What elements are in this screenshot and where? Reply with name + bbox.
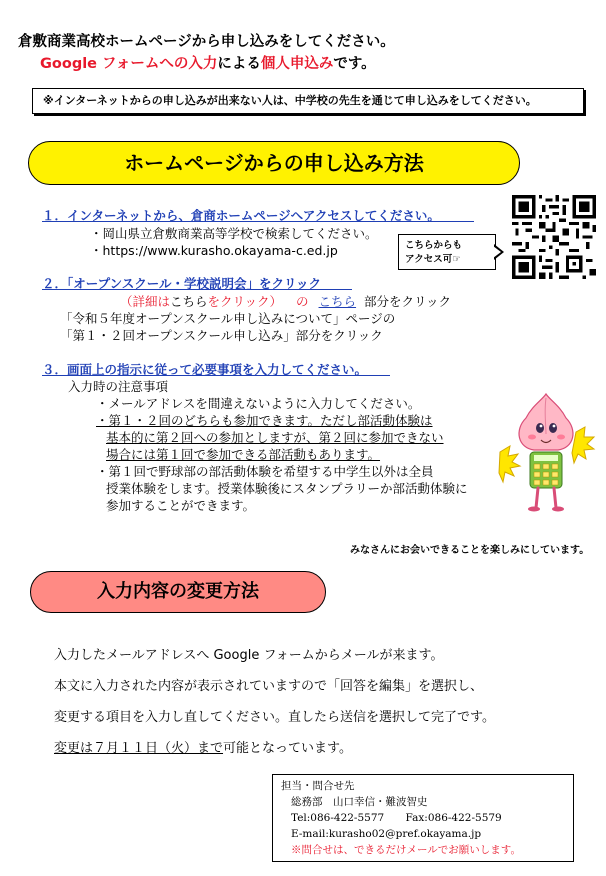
contact-box <box>272 774 574 862</box>
step1-heading: １．インターネットから、倉商ホームページへアクセスしてください。 <box>42 208 440 223</box>
step2-detail <box>120 292 451 310</box>
contact-phone <box>281 810 565 826</box>
deadline-date: 変更は７月１１日（火）まで <box>54 741 224 756</box>
note-both-sessions-3: 場合には第１回で参加できる部活動もあります。 <box>106 447 381 462</box>
change-para-1: 入力したメールアドレスへ Google フォームからメールが来ます。 <box>54 648 444 663</box>
bubble-line-1: こちらからも <box>405 240 463 251</box>
intro-end: です。 <box>333 56 376 72</box>
step1-search-hint: ・岡山県立倉敷商業高等学校で検索してください。 <box>90 226 378 241</box>
step2-part-line: 「第１・２回オープンスクール申し込み」部分をクリック <box>60 328 383 343</box>
change-para-2: 本文に入力された内容が表示されていますので「回答を編集」を選択し、 <box>54 679 484 694</box>
peach-mascot-icon <box>496 390 596 515</box>
notes-title: 入力時の注意事項 <box>68 379 169 394</box>
contact-label: 担当・問合せ先 <box>281 780 355 792</box>
bubble-line-2: アクセス可☞ <box>405 254 461 265</box>
detail-here: こちら <box>170 294 208 309</box>
note-baseball-2: 授業体験をします。授業体験後にスタンプラリーか部活動体験に <box>106 481 468 496</box>
bubble-pointer-inner <box>493 246 501 258</box>
detail-rest: 部分をクリック <box>364 294 452 309</box>
note-both-sessions-2: 基本的に第２回への参加としますが、第２回に参加できない <box>106 430 444 445</box>
contact-email[interactable]: E-mail:kurasho02@pref.okayama.jp <box>291 828 482 840</box>
qr-code-icon[interactable] <box>512 195 596 279</box>
step2-page-line: 「令和５年度オープンスクール申し込みについて」ページの <box>60 311 396 326</box>
contact-tel: Tel:086-422-5577 <box>291 812 385 824</box>
intro-line-2 <box>40 52 376 73</box>
change-para-3: 変更する項目を入力し直してください。直したら送信を選択して完了です。 <box>54 710 495 725</box>
contact-note: ※問合せは、できるだけメールでお願いします。 <box>291 844 521 856</box>
intro-line-1: 倉敷商業高校ホームページから申し込みをしてください。 <box>18 34 395 50</box>
note-both-sessions-1: ・第１・２回のどちらも参加できます。ただし部活動体験は <box>96 413 433 428</box>
note-baseball-3: 参加することができます。 <box>106 498 256 513</box>
step1-url[interactable]: ・https://www.kurasho.okayama-c.ed.jp <box>90 243 338 258</box>
step2-underline <box>42 289 352 290</box>
section-title-change: 入力内容の変更方法 <box>30 571 326 613</box>
change-deadline <box>54 737 352 756</box>
detail-close: をクリック） <box>207 294 283 309</box>
contact-fax: Fax:086-422-5579 <box>405 812 502 824</box>
google-form-text: Google フォームへの入力 <box>40 56 218 72</box>
intro-connector: による <box>217 56 261 72</box>
access-bubble <box>398 234 496 270</box>
step2-heading: ２．「オープンスクール・学校説明会」をクリック <box>42 276 322 291</box>
detail-no: の <box>296 294 309 309</box>
note-baseball-1: ・第１回で野球部の部活動体験を希望する中学生以外は全員 <box>96 464 434 479</box>
note-email: ・メールアドレスを間違えないように入力してください。 <box>96 396 421 411</box>
detail-open: （詳細は <box>120 294 171 309</box>
step3-heading: ３．画面上の指示に従って必要事項を入力してください。 <box>42 362 368 377</box>
contact-names: 総務部 山口幸信・難波智史 <box>291 796 428 808</box>
closing-message: みなさんにお会いできることを楽しみにしています。 <box>350 545 590 556</box>
step3-underline <box>42 375 390 376</box>
section-title-apply: ホームページからの申し込み方法 <box>28 141 520 185</box>
step1-underline <box>42 221 474 222</box>
deadline-rest: 可能となっています。 <box>223 741 352 756</box>
kochira-link[interactable]: こちら <box>318 294 357 309</box>
individual-application-text: 個人申込み <box>260 56 334 72</box>
notice-box: ※インターネットからの申し込みが出来ない人は、中学校の先生を通じて申し込みをしてください。 <box>32 88 584 114</box>
